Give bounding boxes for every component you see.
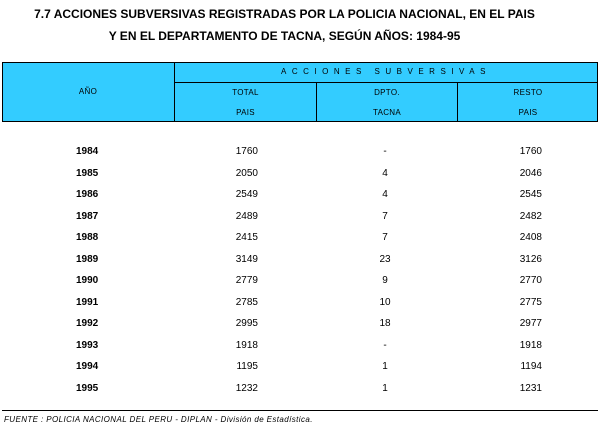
- total-pais-cell: 2050: [235, 168, 258, 179]
- year-cell: 1992: [76, 318, 99, 329]
- total-pais-cell: 1918: [235, 340, 258, 351]
- year-cell: 1991: [76, 297, 99, 308]
- dpto-tacna-cell: 1: [382, 383, 388, 394]
- year-cell: 1985: [76, 168, 99, 179]
- header-dpto-line-2: TACNA: [372, 108, 402, 117]
- header-span-divider: [174, 82, 598, 83]
- total-pais-cell: 1232: [235, 383, 258, 394]
- table-row: [0, 168, 601, 184]
- total-pais-cell: 3149: [235, 254, 258, 265]
- dpto-tacna-cell: 1: [382, 361, 388, 372]
- header-total-line-1: TOTAL: [232, 88, 259, 97]
- year-cell: 1987: [76, 211, 99, 222]
- dpto-tacna-cell: 4: [382, 189, 388, 200]
- resto-pais-cell: 2046: [519, 168, 542, 179]
- table-row: [0, 232, 601, 248]
- dpto-tacna-cell: -: [383, 146, 387, 157]
- table-row: [0, 318, 601, 334]
- resto-pais-cell: 2408: [519, 232, 542, 243]
- dpto-tacna-cell: 4: [382, 168, 388, 179]
- header-resto-line-1: RESTO: [513, 88, 543, 97]
- resto-pais-cell: 2482: [519, 211, 542, 222]
- total-pais-cell: 2489: [235, 211, 258, 222]
- table-row: [0, 146, 601, 162]
- year-cell: 1995: [76, 383, 99, 394]
- table-row: [0, 211, 601, 227]
- total-pais-cell: 2779: [235, 275, 258, 286]
- resto-pais-cell: 1918: [519, 340, 542, 351]
- header-year-label: AÑO: [78, 87, 98, 96]
- total-pais-cell: 1195: [236, 361, 258, 372]
- resto-pais-cell: 2545: [519, 189, 542, 200]
- table-row: [0, 275, 601, 291]
- dpto-tacna-cell: 7: [382, 232, 388, 243]
- year-cell: 1994: [76, 361, 99, 372]
- dpto-tacna-cell: 9: [382, 275, 388, 286]
- total-pais-cell: 2549: [235, 189, 258, 200]
- resto-pais-cell: 2775: [519, 297, 542, 308]
- dpto-tacna-cell: 10: [379, 297, 391, 308]
- header-dpto-line-1: DPTO.: [374, 88, 400, 97]
- dpto-tacna-cell: -: [383, 340, 387, 351]
- resto-pais-cell: 1194: [520, 361, 542, 372]
- dpto-tacna-cell: 18: [379, 318, 391, 329]
- resto-pais-cell: 2977: [519, 318, 542, 329]
- total-pais-cell: 2415: [235, 232, 258, 243]
- resto-pais-cell: 1231: [519, 383, 542, 394]
- year-cell: 1989: [76, 254, 99, 265]
- source-note: FUENTE : POLICIA NACIONAL DEL PERU - DIPLAN - División de Estadística.: [4, 415, 313, 424]
- total-pais-cell: 2995: [235, 318, 258, 329]
- table-row: [0, 361, 601, 377]
- table-row: [0, 383, 601, 399]
- header-total-line-2: PAIS: [236, 108, 255, 117]
- year-cell: 1984: [76, 146, 99, 157]
- year-cell: 1993: [76, 340, 99, 351]
- table-title-line-1: 7.7 ACCIONES SUBVERSIVAS REGISTRADAS POR LA POLICIA NACIONAL, EN EL PAIS: [34, 7, 535, 21]
- footer-divider: [2, 410, 598, 411]
- total-pais-cell: 1760: [235, 146, 258, 157]
- year-cell: 1986: [76, 189, 99, 200]
- resto-pais-cell: 3126: [519, 254, 542, 265]
- resto-pais-cell: 1760: [519, 146, 542, 157]
- dpto-tacna-cell: 7: [382, 211, 388, 222]
- year-cell: 1990: [76, 275, 99, 286]
- table-row: [0, 340, 601, 356]
- header-span-label: ACCIONES SUBVERSIVAS: [281, 67, 491, 76]
- header-resto-line-2: PAIS: [518, 108, 538, 117]
- year-cell: 1988: [76, 232, 99, 243]
- resto-pais-cell: 2770: [519, 275, 542, 286]
- total-pais-cell: 2785: [235, 297, 258, 308]
- table-row: [0, 254, 601, 270]
- table-title-line-2: Y EN EL DEPARTAMENTO DE TACNA, SEGÚN AÑOS: 1984-95: [108, 29, 461, 43]
- table-row: [0, 189, 601, 205]
- table-row: [0, 297, 601, 313]
- dpto-tacna-cell: 23: [379, 254, 391, 265]
